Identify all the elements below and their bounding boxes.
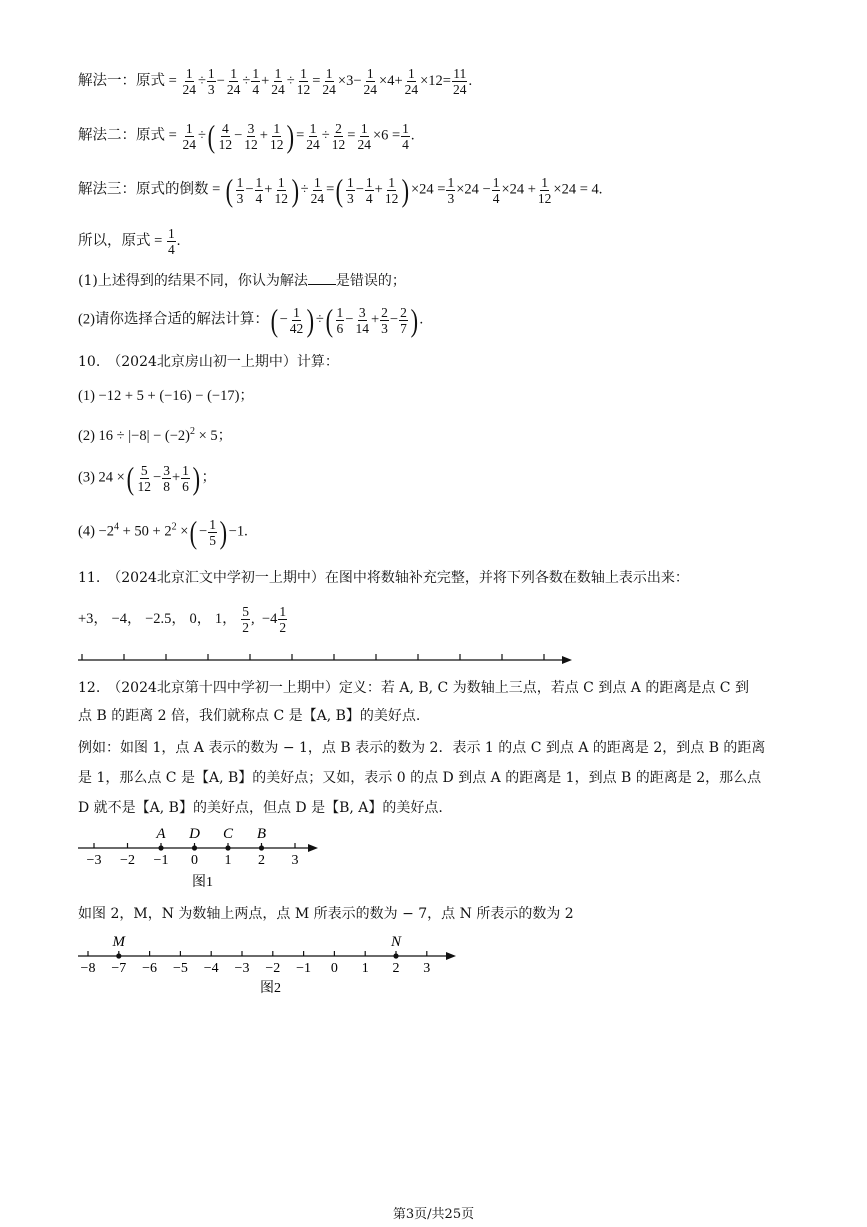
point-dot <box>192 845 197 850</box>
method-two-label: 解法二：原式 <box>78 127 165 144</box>
figure-1-number-line <box>74 822 334 892</box>
fraction: $\frac{1}{4}$ <box>167 226 175 257</box>
tick-label: 3 <box>423 961 431 976</box>
fraction: $\frac{1}{2}$ <box>279 604 287 635</box>
fraction: $\frac{1}{24}$ <box>271 66 285 97</box>
arrow-head <box>562 656 572 664</box>
point-label: B <box>256 826 267 842</box>
fraction: $\frac{1}{24}$ <box>357 120 371 152</box>
q12-line1: 12. （2024北京第十四中学初一上期中）定义：若 A, B, C 为数轴上三点，若点 C 到点 A 的距离是点 C 到 <box>78 680 749 696</box>
method-one-line: 解法一：原式 = $\frac{1}{24}$ ÷ $\frac{1}{3}$ − $\frac{1}{24}$ ÷ $\frac{1}{4}$ + $\frac{1}{24}$ ÷ $\frac{1}{12}$ = $\frac{1}{24}$ ×3− $\frac{1}{24}$ ×4+ $\frac{1}{24}$ ×12= $\frac{11}{24}$ . <box>78 66 473 97</box>
fraction: $\frac{1}{12}$ <box>274 174 288 206</box>
fraction: $\frac{1}{5}$ <box>209 516 216 548</box>
point-label: M <box>112 934 126 950</box>
q9-part2: (2)请你选择合适的解法计算：( − $\frac{1}{42}$ ) ÷( $\frac{1}{6}$ − $\frac{3}{14}$ + $\frac{2}{3}$ − $\frac{2}{7}$ ) . <box>78 302 424 338</box>
fraction: $\frac{1}{3}$ <box>447 174 455 206</box>
tick-label: 3 <box>291 853 299 868</box>
fraction: $\frac{1}{4}$ <box>492 174 500 206</box>
fraction: $\frac{1}{4}$ <box>365 174 373 206</box>
fraction: $\frac{5}{12}$ <box>137 462 151 494</box>
fraction: $\frac{1}{24}$ <box>363 66 378 97</box>
arrow-head <box>446 952 456 960</box>
method-one-label: 解法一：原式 <box>78 72 165 89</box>
tick-label: −4 <box>203 961 219 976</box>
point-label: C <box>222 826 234 842</box>
fraction: $\frac{5}{2}$ <box>242 604 250 635</box>
tick-marks <box>82 654 544 660</box>
fraction: $\frac{1}{12}$ <box>269 120 284 152</box>
q10-part3: (3) 24 ×( $\frac{5}{12}$ − $\frac{3}{8}$ + $\frac{1}{6}$ ) ； <box>78 460 217 496</box>
fraction: $\frac{1}{12}$ <box>296 66 311 97</box>
q11-numbers: +3， −4， −2.5， 0， 1， $\frac{5}{2}$ , −4 $\frac{1}{2}$ <box>78 604 287 635</box>
fraction: $\frac{1}{12}$ <box>537 174 552 206</box>
tick-label: 1 <box>224 853 232 868</box>
point-dot <box>259 845 264 850</box>
fraction: $\frac{1}{24}$ <box>306 120 320 152</box>
method-three-label: 解法三：原式的倒数 <box>78 181 209 198</box>
fraction: $\frac{1}{24}$ <box>310 174 325 206</box>
fraction: $\frac{1}{12}$ <box>384 174 399 206</box>
tick-label: −3 <box>86 853 102 868</box>
point-label: A <box>156 826 166 842</box>
q11-heading: 11. （2024北京汇文中学初一上期中）在图中将数轴补充完整，并将下列各数在数轴上表示出来： <box>78 570 689 586</box>
arrow-head <box>308 844 318 852</box>
figure-2-number-line <box>74 932 474 998</box>
page-footer: 第3页/共25页 <box>392 1207 475 1222</box>
fraction: $\frac{3}{14}$ <box>355 304 369 336</box>
tick-label: −3 <box>234 961 250 976</box>
figure-1-caption: 图1 <box>192 875 213 890</box>
tick-label: −1 <box>153 853 169 868</box>
q11-number-line[interactable] <box>74 648 584 668</box>
fraction: $\frac{1}{24}$ <box>182 120 196 152</box>
point-dot <box>393 953 398 958</box>
fraction: $\frac{1}{4}$ <box>402 120 409 152</box>
fraction: $\frac{1}{24}$ <box>322 66 336 97</box>
fraction: $\frac{2}{3}$ <box>381 304 388 336</box>
point-label: D <box>189 826 200 842</box>
tick-label: 0 <box>330 961 338 976</box>
tick-label: −7 <box>111 961 127 976</box>
fraction: $\frac{1}{24}$ <box>226 66 241 97</box>
point-dot <box>116 953 121 958</box>
q10-part2: (2) $16 \div |-8| - (-2)^2 \times 5$； <box>78 426 233 444</box>
tick-label: −1 <box>296 961 312 976</box>
conclusion-line: 所以，原式 = $\frac{1}{4}$ . <box>78 226 181 257</box>
fraction: $\frac{2}{12}$ <box>331 120 346 152</box>
fraction: $\frac{3}{12}$ <box>244 120 258 152</box>
fraction: $\frac{1}{3}$ <box>236 174 244 206</box>
figure-2-caption: 图2 <box>260 981 281 996</box>
method-three-line: 解法三：原式的倒数 = ( $\frac{1}{3}$ − $\frac{1}{4}$ + $\frac{1}{12}$ ) ÷ $\frac{1}{24}$ =( $\frac{1}{3}$ − $\frac{1}{4}$ + $\frac{1}{12}$ ) ×24 = $\frac{1}{3}$ ×24 − $\frac{1}{4}$ ×24 + $\frac{1}{12}$ ×24 = 4. <box>78 172 603 208</box>
fraction: $\frac{1}{3}$ <box>346 174 354 206</box>
tick-label: −8 <box>80 961 96 976</box>
fraction: $\frac{1}{24}$ <box>404 66 419 97</box>
q12-line3: 例如：如图 1，点 A 表示的数为 − 1，点 B 表示的数为 2．表示 1 的点 C 到点 A 的距离是 2，到点 B 的距离 <box>78 740 766 756</box>
point-dot <box>158 845 163 850</box>
answer-blank[interactable] <box>308 270 336 285</box>
q10-part4: $(4) -2^4 + 50 + 2^2$ ×( − $\frac{1}{5}$ ) −1. <box>78 514 248 550</box>
fraction: $\frac{1}{6}$ <box>336 304 344 336</box>
tick-label: −2 <box>120 853 135 868</box>
tick-label: −2 <box>265 961 281 976</box>
fraction: $\frac{11}{24}$ <box>452 66 467 97</box>
q12-line4: 是 1，那么点 C 是【A, B】的美好点；又如，表示 0 的点 D 到点 A 的距离是 1，到点 B 的距离是 2，那么点 <box>78 770 762 786</box>
point-dot <box>225 845 230 850</box>
q12-line6: 如图 2，M，N 为数轴上两点，点 M 所表示的数为 − 7，点 N 所表示的数为 2 <box>78 906 574 922</box>
fraction: $\frac{1}{4}$ <box>252 66 260 97</box>
q9-part1: (1)上述得到的结果不同，你认为解法 是错误的； <box>78 270 406 291</box>
fraction: $\frac{1}{24}$ <box>182 66 196 97</box>
conclusion-label: 所以，原式 <box>78 232 151 249</box>
tick-label: 0 <box>191 853 198 868</box>
fraction: $\frac{1}{3}$ <box>207 66 215 97</box>
q10-heading: 10. （2024北京房山初一上期中）计算： <box>78 354 339 370</box>
q12-line2: 点 B 的距离 2 倍，我们就称点 C 是【A, B】的美好点. <box>78 708 421 724</box>
fraction: $\frac{3}{8}$ <box>163 462 170 494</box>
q12-line5: D 就不是【A, B】的美好点，但点 D 是【B, A】的美好点. <box>78 800 443 816</box>
tick-label: −6 <box>142 961 158 976</box>
fraction: $\frac{1}{4}$ <box>255 174 263 206</box>
tick-label: 2 <box>258 853 265 868</box>
fraction: $\frac{1}{42}$ <box>289 304 304 336</box>
fraction: $\frac{1}{6}$ <box>182 462 189 494</box>
tick-label: 2 <box>392 961 400 976</box>
q10-part1: (1) −12 + 5 + (−16) − (−17)； <box>78 388 254 404</box>
point-label: N <box>390 934 402 950</box>
tick-label: −5 <box>172 961 188 976</box>
fraction: $\frac{2}{7}$ <box>400 304 407 336</box>
fraction: $\frac{4}{12}$ <box>218 120 233 152</box>
tick-label: 1 <box>361 961 369 976</box>
method-two-line: 解法二：原式 = $\frac{1}{24}$ ÷( $\frac{4}{12}$ − $\frac{3}{12}$ + $\frac{1}{12}$ ) = $\frac{1}{24}$ ÷ $\frac{2}{12}$ = $\frac{1}{24}$ ×6 = $\frac{1}{4}$ . <box>78 118 415 154</box>
